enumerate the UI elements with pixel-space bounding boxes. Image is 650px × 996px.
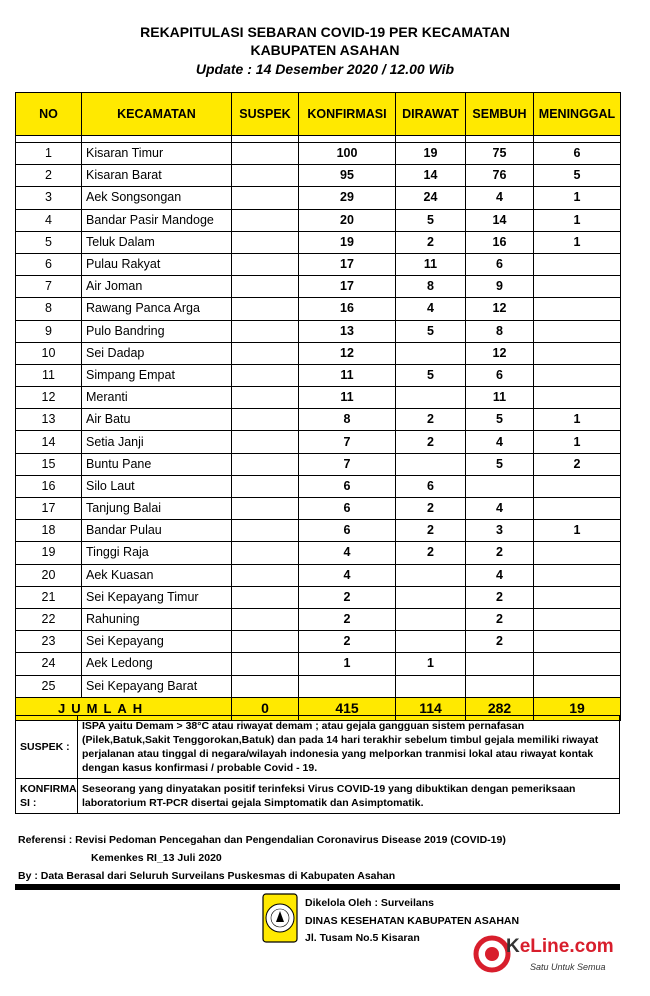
row-konfirmasi: 100 xyxy=(299,143,396,165)
spacer-row xyxy=(16,136,621,143)
covid-table xyxy=(15,92,621,721)
row-suspek xyxy=(232,608,299,630)
report-title: REKAPITULASI SEBARAN COVID-19 PER KECAMATAN xyxy=(140,24,510,40)
row-no: 24 xyxy=(16,653,82,675)
agency-address: Jl. Tusam No.5 Kisaran xyxy=(305,932,420,944)
row-dirawat xyxy=(396,453,466,475)
row-no: 21 xyxy=(16,586,82,608)
row-no: 11 xyxy=(16,364,82,386)
row-dirawat: 24 xyxy=(396,187,466,209)
row-suspek xyxy=(232,564,299,586)
row-kecamatan: Rahuning xyxy=(82,608,232,630)
table-row xyxy=(16,143,621,165)
row-kecamatan: Air Batu xyxy=(82,409,232,431)
row-dirawat: 11 xyxy=(396,253,466,275)
table-row xyxy=(16,298,621,320)
row-konfirmasi: 13 xyxy=(299,320,396,342)
row-konfirmasi: 4 xyxy=(299,542,396,564)
row-konfirmasi: 4 xyxy=(299,564,396,586)
row-sembuh: 2 xyxy=(466,608,534,630)
agency-name: DINAS KESEHATAN KABUPATEN ASAHAN xyxy=(305,915,520,927)
row-sembuh: 5 xyxy=(466,453,534,475)
row-konfirmasi: 7 xyxy=(299,431,396,453)
table-row xyxy=(16,253,621,275)
row-konfirmasi: 16 xyxy=(299,298,396,320)
table-row xyxy=(16,364,621,386)
row-meninggal xyxy=(534,675,621,697)
row-meninggal xyxy=(534,276,621,298)
suspek-line: perjalanan atau tinggal di negara/wilayah indonesia yang melporkan tranmisi lokal atau riwayat kontak xyxy=(82,748,594,760)
row-konfirmasi: 17 xyxy=(299,253,396,275)
row-kecamatan: Silo Laut xyxy=(82,475,232,497)
row-sembuh: 2 xyxy=(466,631,534,653)
table-row xyxy=(16,209,621,231)
row-meninggal: 2 xyxy=(534,453,621,475)
row-kecamatan: Sei Kepayang Barat xyxy=(82,675,232,697)
row-kecamatan: Tanjung Balai xyxy=(82,498,232,520)
row-no: 16 xyxy=(16,475,82,497)
row-sembuh: 5 xyxy=(466,409,534,431)
col-header-sembuh: SEMBUH xyxy=(466,93,534,136)
row-sembuh: 8 xyxy=(466,320,534,342)
row-konfirmasi: 1 xyxy=(299,653,396,675)
row-kecamatan: Pulau Rakyat xyxy=(82,253,232,275)
suspek-line: (Pilek,Batuk,Sakit Tenggorokan,Batuk) dan pada 14 hari terakhir sebelum timbul gejala memiliki riwayat xyxy=(82,734,599,746)
row-no: 3 xyxy=(16,187,82,209)
row-kecamatan: Buntu Pane xyxy=(82,453,232,475)
reference-source: Kemenkes RI_13 Juli 2020 xyxy=(91,852,222,864)
row-dirawat xyxy=(396,342,466,364)
row-no: 9 xyxy=(16,320,82,342)
row-sembuh: 12 xyxy=(466,342,534,364)
row-meninggal xyxy=(534,298,621,320)
row-suspek xyxy=(232,409,299,431)
konfirmasi-line: laboratorium RT-PCR disertai gejala Simptomatik dan Asimptomatik. xyxy=(82,797,424,809)
row-no: 8 xyxy=(16,298,82,320)
row-kecamatan: Sei Kepayang Timur xyxy=(82,586,232,608)
row-konfirmasi: 6 xyxy=(299,475,396,497)
row-suspek xyxy=(232,431,299,453)
row-no: 7 xyxy=(16,276,82,298)
row-dirawat: 2 xyxy=(396,542,466,564)
row-suspek xyxy=(232,653,299,675)
row-sembuh: 4 xyxy=(466,431,534,453)
update-date: Update : 14 Desember 2020 / 12.00 Wib xyxy=(195,61,455,77)
row-dirawat: 5 xyxy=(396,364,466,386)
total-suspek: 0 xyxy=(232,697,299,720)
table-row xyxy=(16,231,621,253)
row-kecamatan: Air Joman xyxy=(82,276,232,298)
watermark-brand xyxy=(506,936,614,958)
row-kecamatan: Bandar Pulau xyxy=(82,520,232,542)
row-dirawat: 14 xyxy=(396,165,466,187)
row-sembuh: 76 xyxy=(466,165,534,187)
row-no: 18 xyxy=(16,520,82,542)
row-suspek xyxy=(232,298,299,320)
row-sembuh: 6 xyxy=(466,364,534,386)
row-dirawat xyxy=(396,631,466,653)
data-source: By : Data Berasal dari Seluruh Surveilans Puskesmas di Kabupaten Asahan xyxy=(18,870,396,882)
row-sembuh: 4 xyxy=(466,564,534,586)
watermark-tagline: Satu Untuk Semua xyxy=(530,962,606,972)
row-no: 23 xyxy=(16,631,82,653)
row-meninggal xyxy=(534,320,621,342)
row-suspek xyxy=(232,498,299,520)
konfirmasi-text xyxy=(78,779,620,814)
row-konfirmasi: 11 xyxy=(299,364,396,386)
row-kecamatan: Aek Ledong xyxy=(82,653,232,675)
row-dirawat: 1 xyxy=(396,653,466,675)
konfirmasi-label-line: KONFIRMA xyxy=(20,783,77,795)
row-suspek xyxy=(232,453,299,475)
row-konfirmasi: 19 xyxy=(299,231,396,253)
suspek-label: SUSPEK : xyxy=(16,716,78,779)
row-sembuh: 16 xyxy=(466,231,534,253)
table-row xyxy=(16,387,621,409)
row-suspek xyxy=(232,586,299,608)
row-no: 22 xyxy=(16,608,82,630)
row-no: 6 xyxy=(16,253,82,275)
row-konfirmasi xyxy=(299,675,396,697)
row-suspek xyxy=(232,387,299,409)
row-dirawat: 19 xyxy=(396,143,466,165)
table-row xyxy=(16,453,621,475)
row-sembuh xyxy=(466,475,534,497)
row-meninggal xyxy=(534,475,621,497)
row-dirawat: 6 xyxy=(396,475,466,497)
row-meninggal: 1 xyxy=(534,187,621,209)
row-konfirmasi: 20 xyxy=(299,209,396,231)
row-suspek xyxy=(232,187,299,209)
table-row xyxy=(16,653,621,675)
row-kecamatan: Pulo Bandring xyxy=(82,320,232,342)
row-konfirmasi: 11 xyxy=(299,387,396,409)
row-konfirmasi: 29 xyxy=(299,187,396,209)
row-sembuh: 3 xyxy=(466,520,534,542)
row-dirawat: 2 xyxy=(396,498,466,520)
row-sembuh: 4 xyxy=(466,498,534,520)
row-suspek xyxy=(232,364,299,386)
row-konfirmasi: 6 xyxy=(299,520,396,542)
row-suspek xyxy=(232,342,299,364)
row-no: 25 xyxy=(16,675,82,697)
row-suspek xyxy=(232,520,299,542)
row-kecamatan: Rawang Panca Arga xyxy=(82,298,232,320)
row-no: 20 xyxy=(16,564,82,586)
row-no: 12 xyxy=(16,387,82,409)
row-sembuh: 2 xyxy=(466,586,534,608)
row-meninggal xyxy=(534,253,621,275)
row-meninggal xyxy=(534,387,621,409)
row-suspek xyxy=(232,165,299,187)
konfirmasi-label-line: SI : xyxy=(20,797,37,809)
surveilans-logo-icon xyxy=(262,893,298,943)
row-kecamatan: Setia Janji xyxy=(82,431,232,453)
row-meninggal xyxy=(534,564,621,586)
suspek-line: ISPA yaitu Demam > 38°C atau riwayat demam ; atau gejala gangguan sistem pernafasan xyxy=(82,720,525,732)
row-konfirmasi: 2 xyxy=(299,631,396,653)
row-suspek xyxy=(232,143,299,165)
table-row xyxy=(16,187,621,209)
row-no: 14 xyxy=(16,431,82,453)
suspek-text xyxy=(78,716,620,779)
row-sembuh: 12 xyxy=(466,298,534,320)
row-suspek xyxy=(232,631,299,653)
row-sembuh: 6 xyxy=(466,253,534,275)
row-konfirmasi: 8 xyxy=(299,409,396,431)
row-dirawat xyxy=(396,564,466,586)
row-meninggal xyxy=(534,498,621,520)
table-row xyxy=(16,409,621,431)
row-dirawat xyxy=(396,586,466,608)
row-no: 1 xyxy=(16,143,82,165)
total-dirawat: 114 xyxy=(396,697,466,720)
table-row xyxy=(16,542,621,564)
row-meninggal: 1 xyxy=(534,209,621,231)
row-suspek xyxy=(232,320,299,342)
row-suspek xyxy=(232,542,299,564)
row-no: 10 xyxy=(16,342,82,364)
row-dirawat: 5 xyxy=(396,209,466,231)
table-header-row xyxy=(16,93,621,136)
table-row xyxy=(16,475,621,497)
total-konfirmasi: 415 xyxy=(299,697,396,720)
row-dirawat xyxy=(396,387,466,409)
row-konfirmasi: 12 xyxy=(299,342,396,364)
row-meninggal xyxy=(534,608,621,630)
table-row xyxy=(16,276,621,298)
row-sembuh: 14 xyxy=(466,209,534,231)
row-no: 4 xyxy=(16,209,82,231)
row-no: 5 xyxy=(16,231,82,253)
row-sembuh xyxy=(466,675,534,697)
row-no: 13 xyxy=(16,409,82,431)
row-meninggal: 1 xyxy=(534,409,621,431)
row-sembuh xyxy=(466,653,534,675)
row-kecamatan: Aek Songsongan xyxy=(82,187,232,209)
row-sembuh: 75 xyxy=(466,143,534,165)
row-no: 17 xyxy=(16,498,82,520)
row-meninggal xyxy=(534,631,621,653)
row-no: 2 xyxy=(16,165,82,187)
total-meninggal: 19 xyxy=(534,697,621,720)
row-kecamatan: Teluk Dalam xyxy=(82,231,232,253)
row-dirawat: 2 xyxy=(396,431,466,453)
suspek-definition xyxy=(16,716,620,779)
col-header-meninggal: MENINGGAL xyxy=(534,93,621,136)
row-konfirmasi: 6 xyxy=(299,498,396,520)
row-meninggal: 1 xyxy=(534,520,621,542)
row-konfirmasi: 2 xyxy=(299,608,396,630)
row-sembuh: 9 xyxy=(466,276,534,298)
total-label: JUMLAH xyxy=(16,697,232,720)
row-dirawat xyxy=(396,608,466,630)
table-row xyxy=(16,631,621,653)
row-meninggal: 5 xyxy=(534,165,621,187)
definitions-table xyxy=(15,715,620,814)
row-meninggal xyxy=(534,653,621,675)
row-kecamatan: Kisaran Timur xyxy=(82,143,232,165)
row-dirawat: 2 xyxy=(396,520,466,542)
row-sembuh: 2 xyxy=(466,542,534,564)
row-suspek xyxy=(232,475,299,497)
row-meninggal xyxy=(534,586,621,608)
row-konfirmasi: 2 xyxy=(299,586,396,608)
row-meninggal xyxy=(534,364,621,386)
row-suspek xyxy=(232,231,299,253)
row-suspek xyxy=(232,209,299,231)
col-header-suspek: SUSPEK xyxy=(232,93,299,136)
divider-bar xyxy=(15,884,620,890)
row-konfirmasi: 95 xyxy=(299,165,396,187)
row-dirawat: 2 xyxy=(396,231,466,253)
col-header-dirawat: DIRAWAT xyxy=(396,93,466,136)
row-kecamatan: Simpang Empat xyxy=(82,364,232,386)
table-row xyxy=(16,165,621,187)
row-no: 19 xyxy=(16,542,82,564)
row-kecamatan: Kisaran Barat xyxy=(82,165,232,187)
konfirmasi-line: Seseorang yang dinyatakan positif terinfeksi Virus COVID-19 yang dibuktikan dengan pemeriksaan xyxy=(82,783,576,795)
row-kecamatan: Sei Dadap xyxy=(82,342,232,364)
table-row xyxy=(16,586,621,608)
row-dirawat: 2 xyxy=(396,409,466,431)
col-header-konfirmasi: KONFIRMASI xyxy=(299,93,396,136)
table-row xyxy=(16,498,621,520)
row-konfirmasi: 17 xyxy=(299,276,396,298)
table-row xyxy=(16,320,621,342)
watermark-brand-k: K xyxy=(506,936,520,957)
table-row xyxy=(16,431,621,453)
row-suspek xyxy=(232,276,299,298)
row-meninggal: 6 xyxy=(534,143,621,165)
row-suspek xyxy=(232,675,299,697)
row-kecamatan: Bandar Pasir Mandoge xyxy=(82,209,232,231)
row-kecamatan: Meranti xyxy=(82,387,232,409)
row-meninggal: 1 xyxy=(534,431,621,453)
table-row xyxy=(16,564,621,586)
table-row xyxy=(16,520,621,542)
row-meninggal: 1 xyxy=(534,231,621,253)
konfirmasi-label xyxy=(16,779,78,814)
row-sembuh: 11 xyxy=(466,387,534,409)
row-meninggal xyxy=(534,542,621,564)
managed-by: Dikelola Oleh : Surveilans xyxy=(305,897,434,909)
table-row xyxy=(16,608,621,630)
table-row xyxy=(16,342,621,364)
col-header-no: NO xyxy=(16,93,82,136)
table-row xyxy=(16,675,621,697)
row-dirawat xyxy=(396,675,466,697)
watermark-brand-rest: eLine.com xyxy=(519,936,614,957)
row-kecamatan: Tinggi Raja xyxy=(82,542,232,564)
col-header-kecamatan: KECAMATAN xyxy=(82,93,232,136)
row-konfirmasi: 7 xyxy=(299,453,396,475)
total-sembuh: 282 xyxy=(466,697,534,720)
row-dirawat: 4 xyxy=(396,298,466,320)
reference-line: Referensi : Revisi Pedoman Pencegahan dan Pengendalian Coronavirus Disease 2019 (COVID-19) xyxy=(18,834,506,846)
row-kecamatan: Sei Kepayang xyxy=(82,631,232,653)
row-no: 15 xyxy=(16,453,82,475)
row-kecamatan: Aek Kuasan xyxy=(82,564,232,586)
report-subtitle: KABUPATEN ASAHAN xyxy=(250,42,400,58)
row-meninggal xyxy=(534,342,621,364)
row-suspek xyxy=(232,253,299,275)
suspek-line: dengan kasus konfirmasi / probable Covid - 19. xyxy=(82,762,318,774)
row-sembuh: 4 xyxy=(466,187,534,209)
row-dirawat: 5 xyxy=(396,320,466,342)
konfirmasi-definition xyxy=(16,779,620,814)
row-dirawat: 8 xyxy=(396,276,466,298)
